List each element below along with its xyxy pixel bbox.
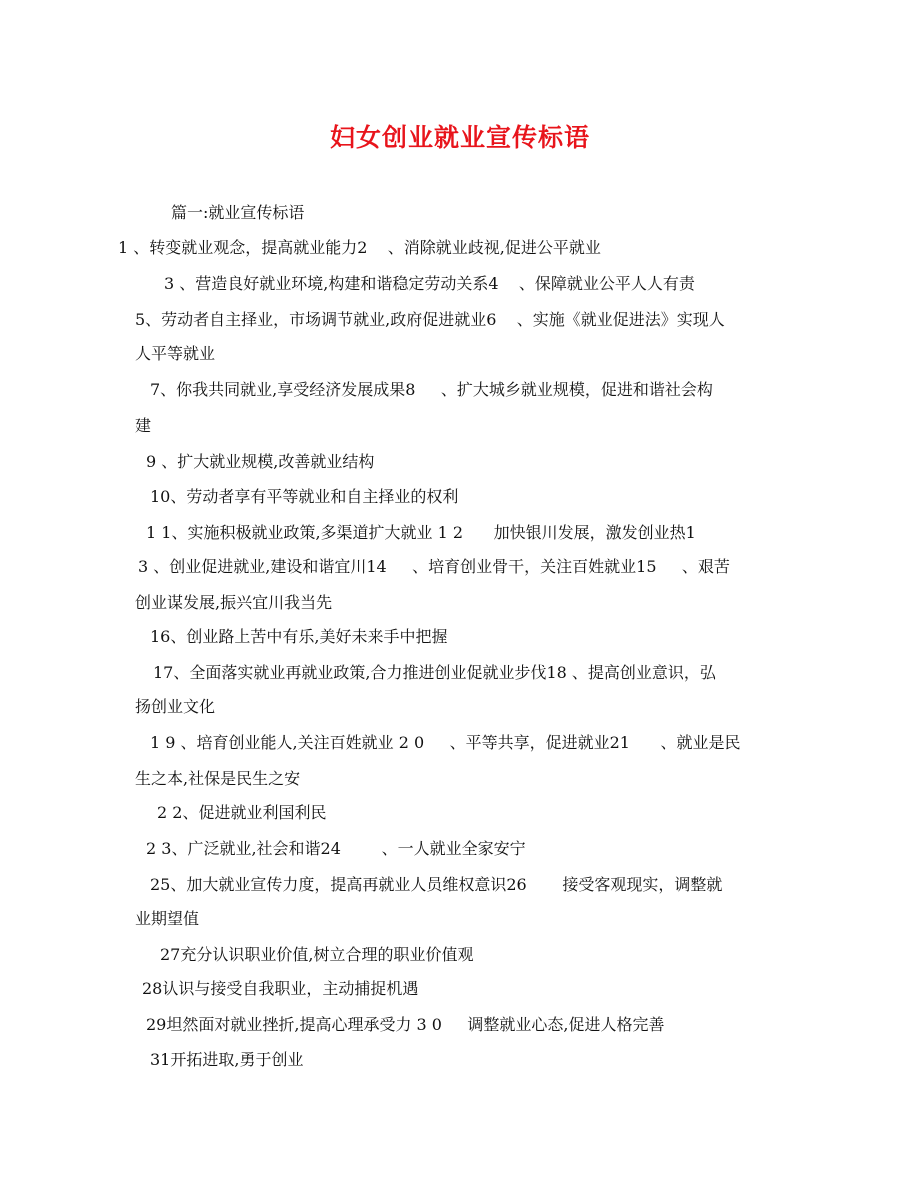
slogan-line: 2 3、广泛就业,社会和谐24 、一人就业全家安宁 xyxy=(146,839,526,858)
slogan-line: 7、你我共同就业,享受经济发展成果8 、扩大城乡就业规模，促进和谐社会构 xyxy=(150,380,713,399)
slogan-line: 31开拓进取,勇于创业 xyxy=(150,1050,304,1069)
slogan-line: 16、创业路上苦中有乐,美好未来手中把握 xyxy=(150,627,448,646)
slogan-line: 3 、营造良好就业环境,构建和谐稳定劳动关系4 、保障就业公平人人有责 xyxy=(164,274,695,293)
slogan-line: 人平等就业 xyxy=(135,344,216,363)
slogan-line: 扬创业文化 xyxy=(135,697,216,716)
slogan-line: 业期望值 xyxy=(135,909,200,928)
slogan-line: 9 、扩大就业规模,改善就业结构 xyxy=(146,452,375,471)
document-title: 妇女创业就业宣传标语 xyxy=(329,123,590,152)
slogan-line: 25、加大就业宣传力度，提高再就业人员维权意识26 接受客观现实，调整就 xyxy=(150,875,723,894)
slogan-line: 3 、创业促进就业,建设和谐宜川14 、培育创业骨干，关注百姓就业15 、艰苦 xyxy=(138,557,730,576)
slogan-line: 1 、转变就业观念，提高就业能力2 、消除就业歧视,促进公平就业 xyxy=(118,238,601,257)
slogan-line: 17、全面落实就业再就业政策,合力推进创业促就业步伐18 、提高创业意识，弘 xyxy=(153,663,716,682)
slogan-line: 29坦然面对就业挫折,提高心理承受力 3 0 调整就业心态,促进人格完善 xyxy=(146,1015,665,1034)
slogan-line: 生之本,社保是民生之安 xyxy=(135,769,301,788)
slogan-line: 2 2、促进就业利国利民 xyxy=(157,803,327,822)
slogan-line: 5、劳动者自主择业，市场调节就业,政府促进就业6 、实施《就业促进法》实现人 xyxy=(135,310,725,329)
slogan-line: 创业谋发展,振兴宜川我当先 xyxy=(135,593,333,612)
slogan-line: 10、劳动者享有平等就业和自主择业的权利 xyxy=(150,487,459,506)
slogan-line: 建 xyxy=(135,416,152,435)
slogan-line: 27充分认识职业价值,树立合理的职业价值观 xyxy=(160,945,474,964)
slogan-line: 1 9 、培育创业能人,关注百姓就业 2 0 、平等共享，促进就业21 、就业是民 xyxy=(150,733,741,752)
slogan-line: 1 1、实施积极就业政策,多渠道扩大就业 1 2 加快银川发展，激发创业热1 xyxy=(146,523,696,542)
section-heading: 篇一:就业宣传标语 xyxy=(171,203,305,222)
slogan-line: 28认识与接受自我职业，主动捕捉机遇 xyxy=(142,979,419,998)
